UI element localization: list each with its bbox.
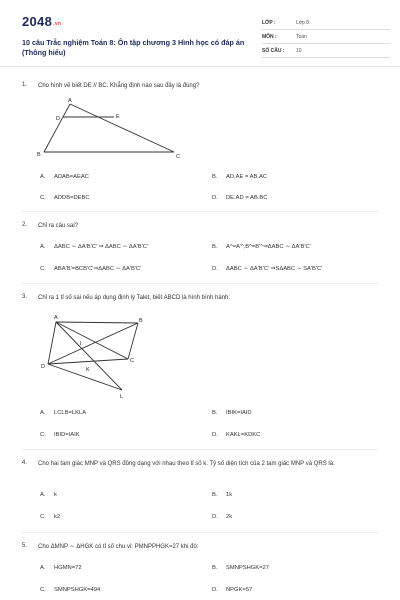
option-text: ΔABC ∼ ΔA'B'C' ⇒SΔABC ∼ SA'B'C' (226, 266, 323, 272)
option-letter: A. (40, 410, 46, 416)
option-letter: A. (40, 492, 46, 498)
meta-key: MÔN : (262, 34, 277, 40)
meta-key: LỚP : (262, 20, 276, 26)
document-title: 10 câu Trắc nghiệm Toán 8: Ôn tập chương 3 Hình học có đáp án (Thông hiểu) (22, 38, 245, 57)
option-letter: D. (212, 514, 218, 520)
logo-suffix: .vn (53, 21, 62, 27)
option-text: ADAB=AEAC (54, 174, 89, 180)
answer-option[interactable] (40, 514, 60, 520)
answer-option[interactable] (40, 492, 57, 498)
option-text: k (54, 492, 57, 498)
option-letter: D. (212, 432, 218, 438)
question-text: Chỉ ra câu sai? (38, 223, 79, 229)
option-text: ADDB=DEBC (54, 195, 90, 201)
option-text: ABA'B'=BCB'C'⇒ΔABC ∼ ΔA'B'C' (54, 266, 142, 272)
question-text: Cho hình vẽ biết DE // BC. Khẳng định nào sau đây là đúng? (38, 83, 200, 89)
option-text: NPGK=57 (226, 587, 253, 593)
answer-option[interactable] (212, 244, 311, 250)
question-number: 4. (22, 460, 28, 466)
meta-value: Toán (296, 34, 307, 40)
meta-row-class (262, 18, 390, 30)
option-text: LCLB=LKLA (54, 410, 87, 416)
option-letter: A. (40, 565, 46, 571)
point-label: I (80, 341, 82, 347)
triangle-figure (34, 96, 184, 164)
point-label: A (54, 315, 58, 321)
point-label: C (130, 358, 134, 364)
option-text: SMNPSHGK=27 (226, 565, 270, 571)
answer-option[interactable] (40, 266, 141, 272)
answer-option[interactable] (212, 410, 252, 416)
question-text: Cho hai tam giác MNP và QRS đồng dạng với nhau theo tỉ số k. Tỷ số diện tích của 2 tam giác MNP và QRS là: (38, 461, 335, 467)
option-text: IBIK=IAID (226, 410, 252, 416)
answer-option[interactable] (40, 432, 80, 438)
meta-key: SỐ CÂU : (262, 48, 285, 54)
option-text: 2k (226, 514, 233, 520)
point-label: D (56, 116, 60, 122)
option-text: k2 (54, 514, 61, 520)
answer-option[interactable] (212, 587, 252, 593)
question-number: 1. (22, 82, 28, 88)
option-letter: B. (212, 174, 218, 180)
site-logo[interactable] (22, 14, 61, 29)
option-letter: B. (212, 492, 218, 498)
question-divider (22, 532, 378, 533)
answer-option[interactable] (212, 174, 267, 180)
option-text: IBID=IAIK (54, 432, 80, 438)
point-label: A (68, 98, 72, 104)
option-letter: B. (212, 244, 218, 250)
point-label: K (86, 367, 90, 373)
answer-option[interactable] (40, 587, 100, 593)
option-text: ΔABC ∼ ΔA'B'C' ⇒ ΔABC ∼ ΔA'B'C' (54, 244, 149, 250)
answer-option[interactable] (40, 174, 89, 180)
point-label: C (176, 154, 180, 160)
option-letter: C. (40, 514, 46, 520)
option-text: HGMN=72 (54, 565, 82, 571)
option-letter: D. (212, 195, 218, 201)
option-letter: D. (212, 266, 218, 272)
answer-option[interactable] (212, 432, 260, 438)
answer-option[interactable] (212, 492, 232, 498)
meta-row-subject (262, 32, 390, 44)
option-letter: D. (212, 587, 218, 593)
answer-option[interactable] (40, 244, 148, 250)
answer-option[interactable] (40, 410, 86, 416)
worksheet-header (10, 8, 390, 68)
option-text: DE.AD = AB.BC (226, 195, 268, 201)
answer-option[interactable] (40, 565, 82, 571)
option-text: 1k (226, 492, 233, 498)
option-letter: B. (212, 565, 218, 571)
question-divider (22, 211, 378, 212)
question-divider (22, 449, 378, 450)
header-divider (0, 66, 400, 67)
meta-table (262, 18, 390, 60)
option-text: AD.AE = AB.AC (226, 174, 268, 180)
option-letter: C. (40, 195, 46, 201)
meta-row-question-count (262, 46, 390, 58)
meta-value: 10 (296, 48, 302, 54)
question-text: Chỉ ra 1 tỉ số sai nếu áp dụng định lý Talet, biết ABCD là hình bình hành: (38, 295, 231, 301)
answer-option[interactable] (40, 195, 90, 201)
option-letter: C. (40, 587, 46, 593)
answer-option[interactable] (212, 195, 267, 201)
point-label: D (41, 364, 45, 370)
answer-option[interactable] (212, 565, 269, 571)
option-text: KAKL=KDKC (226, 432, 261, 438)
point-label: B (37, 152, 41, 158)
option-letter: C. (40, 266, 46, 272)
option-letter: A. (40, 244, 46, 250)
meta-value: Lớp 8 (296, 20, 310, 26)
question-number: 5. (22, 543, 28, 549)
question-number: 2. (22, 222, 28, 228)
point-label: E (116, 114, 120, 120)
point-label: B (139, 318, 143, 324)
option-letter: A. (40, 174, 46, 180)
point-label: L (120, 394, 124, 400)
question-text: Cho ΔMNP ∼ ΔHGK có tỉ số chu vi: PMNPPHGK=27 khi đó: (38, 544, 199, 550)
option-text: SMNPSHGK=494 (54, 587, 101, 593)
question-number: 3. (22, 294, 28, 300)
option-letter: B. (212, 410, 218, 416)
answer-option[interactable] (212, 266, 322, 272)
option-text: A^=A'^,B^=B'^⇒ΔABC ∼ ΔA'B'C' (226, 244, 311, 250)
parallelogram-figure (38, 310, 158, 400)
question-divider (22, 283, 378, 284)
logo-text: 2048 (22, 14, 53, 29)
option-letter: C. (40, 432, 46, 438)
answer-option[interactable] (212, 514, 232, 520)
